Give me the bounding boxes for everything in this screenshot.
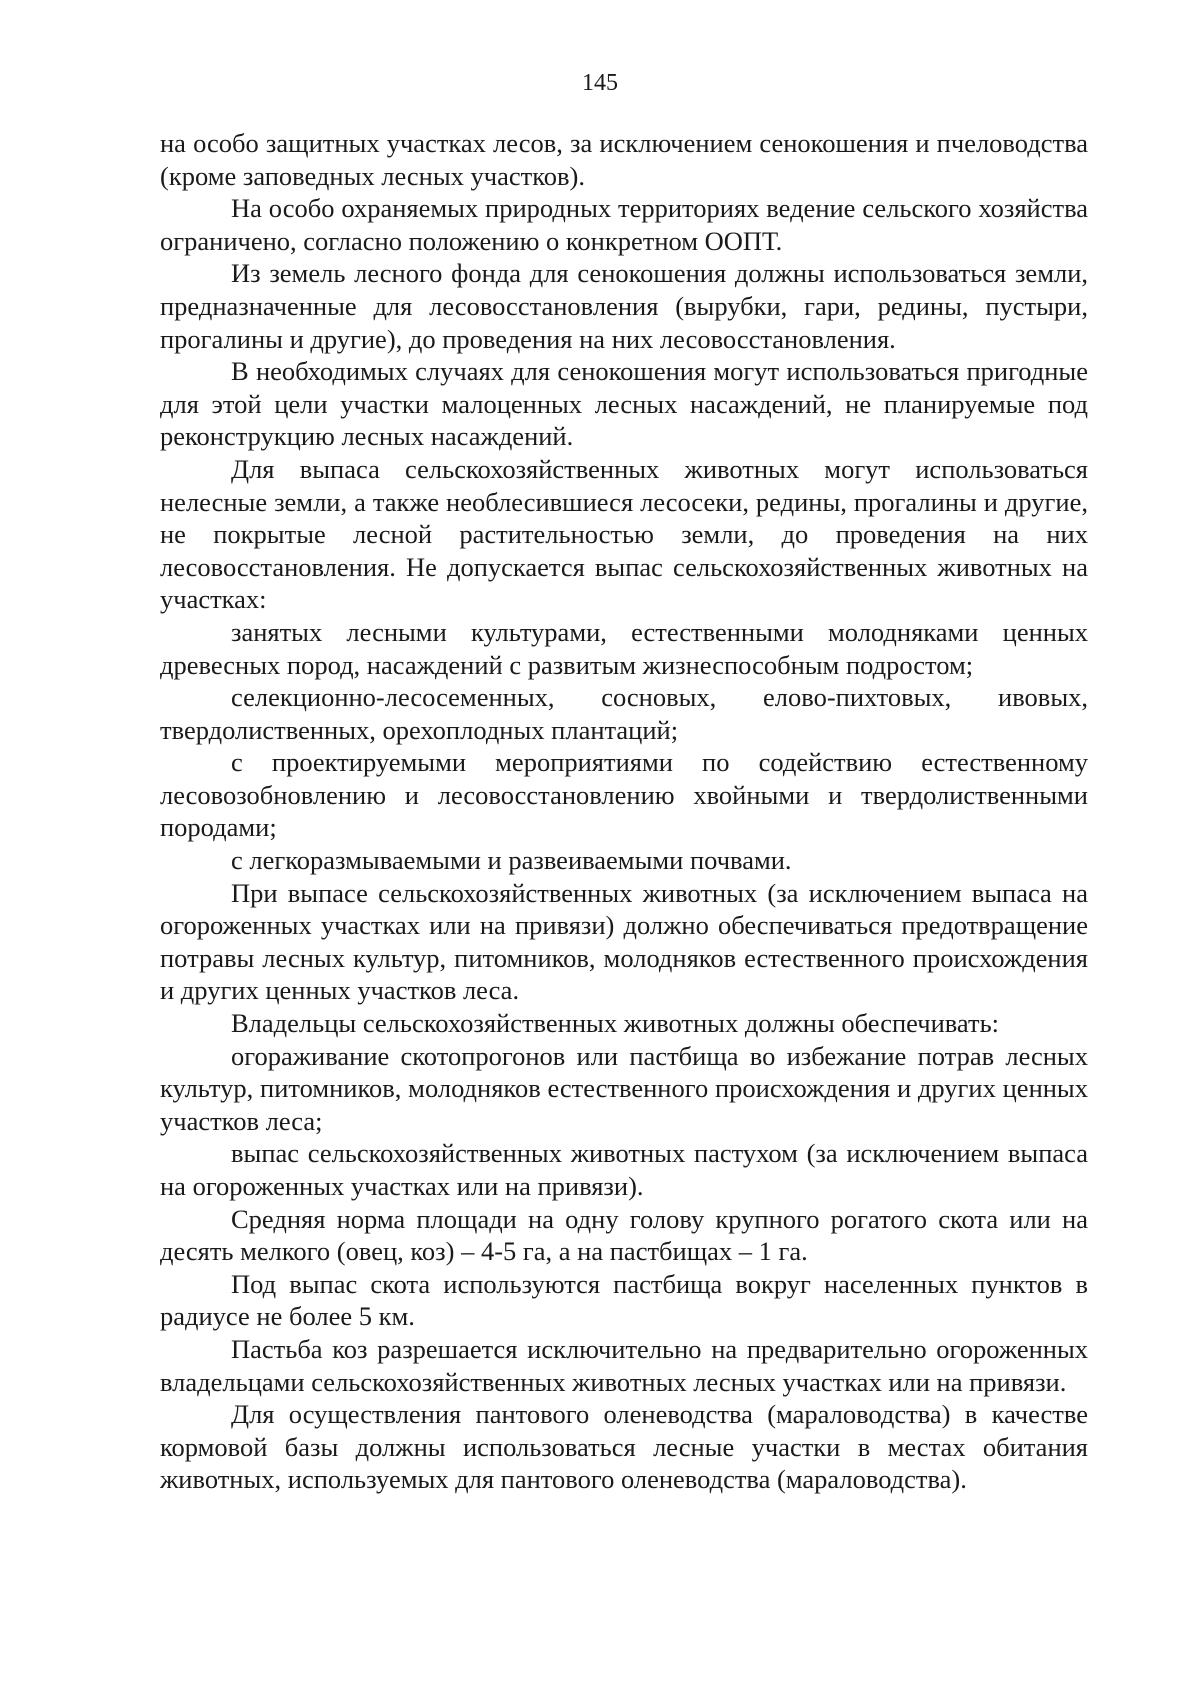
paragraph: Для осуществления пантового оленеводства (мараловодства) в качестве кормовой базы должны использоваться лесные участки в местах обитания животных, используемых для пантового оленеводства (мараловодства). (160, 1399, 1088, 1495)
paragraph: Для выпаса сельскохозяйственных животных могут использоваться нелесные земли, а также необлесившиеся лесосеки, редины, прогалины и другие, не покрытые лесной растительностью земли, до проведения на них лесовосстановления. Не допускается выпас сельскохозяйственных животных на участках: (160, 453, 1088, 615)
paragraph: занятых лесными культурами, естественными молодняками ценных древесных пород, насаждений с развитым жизнеспособным подростом; (160, 616, 1088, 680)
paragraph: с проектируемыми мероприятиями по содействию естественному лесовозобновлению и лесовосстановлению хвойными и твердолиственными породами; (160, 747, 1088, 843)
paragraph: выпас сельскохозяйственных животных пастухом (за исключением выпаса на огороженных участках или на привязи). (160, 1138, 1088, 1201)
paragraph: Пастьба коз разрешается исключительно на предварительно огороженных владельцами сельскохозяйственных животных лесных участках или на привязи. (160, 1333, 1088, 1397)
paragraph: Средняя норма площади на одну голову крупного рогатого скота или на десять мелкого (овец, коз) – 4-5 га, а на пастбищах – 1 га. (160, 1203, 1088, 1267)
paragraph: огораживание скотопрогонов или пастбища во избежание потрав лесных культур, питомников, молодняков естественного происхождения и других ценных участков леса; (160, 1040, 1088, 1136)
paragraph: с легкоразмываемыми и развеиваемыми почвами. (231, 845, 792, 876)
paragraph: на особо защитных участках лесов, за исключением сенокошения и пчеловодства (кроме заповедных лесных участков). (160, 128, 1088, 191)
paragraph: Из земель лесного фонда для сенокошения должны использоваться земли, предназначенные для лесовосстановления (вырубки, гари, редины, пустыри, прогалины и другие), до проведения на них лесовосстановления. (160, 258, 1088, 354)
paragraph: Владельцы сельскохозяйственных животных должны обеспечивать: (231, 1008, 1000, 1039)
paragraph: В необходимых случаях для сенокошения могут использоваться пригодные для этой цели участки малоценных лесных насаждений, не планируемые под реконструкцию лесных насаждений. (160, 356, 1088, 452)
body-text (160, 127, 1088, 1496)
paragraph: селекционно-лесосеменных, сосновых, елово-пихтовых, ивовых, твердолиственных, орехоплодных плантаций; (160, 682, 1088, 745)
paragraph: На особо охраняемых природных территориях ведение сельского хозяйства ограничено, согласно положению о конкретном ООПТ. (160, 193, 1088, 256)
paragraph: Под выпас скота используются пастбища вокруг населенных пунктов в радиусе не более 5 км. (160, 1268, 1088, 1332)
page-number: 145 (582, 70, 618, 96)
paragraph: При выпасе сельскохозяйственных животных (за исключением выпаса на огороженных участках или на привязи) должно обеспечиваться предотвращение потравы лесных культур, питомников, молодняков естественного происхождения и других ценных участков леса. (160, 877, 1088, 1006)
